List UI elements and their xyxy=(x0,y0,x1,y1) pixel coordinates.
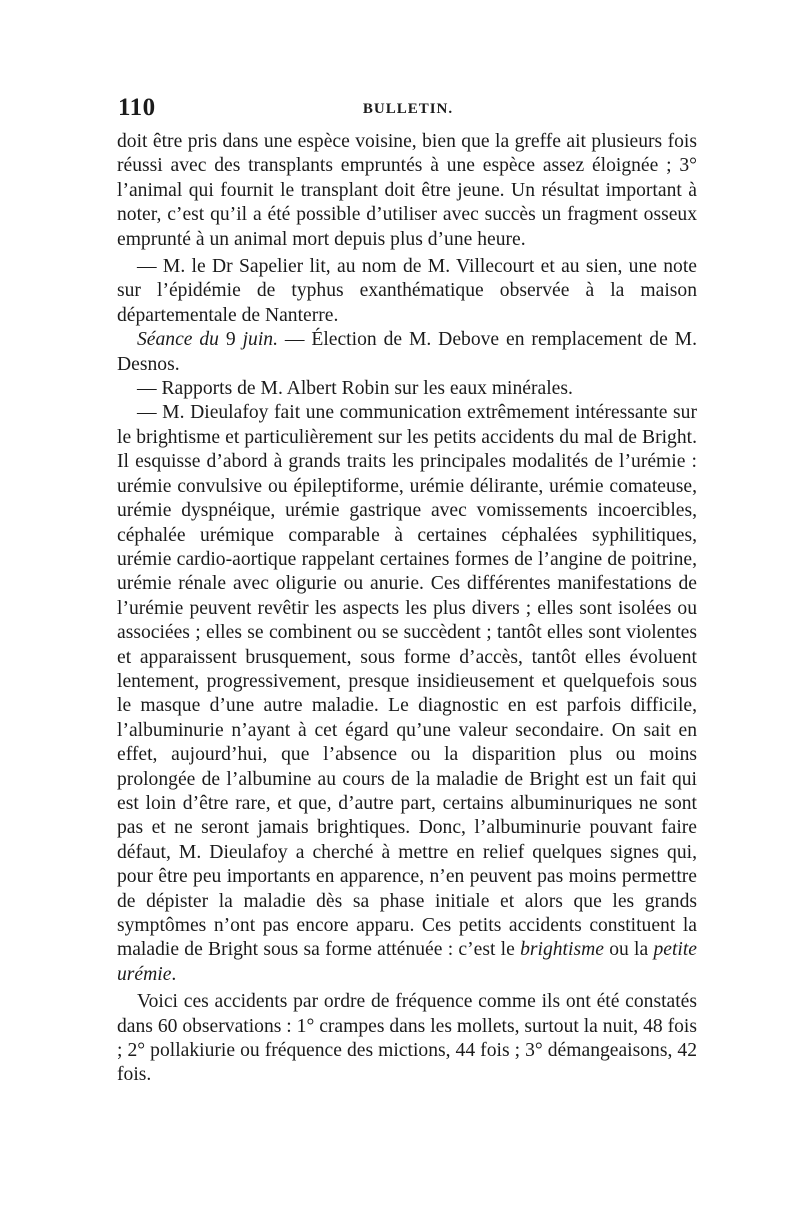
dieulafoy-text: — M. Dieulafoy fait une communication extrêmement intéressante sur le brightisme et particulièrement sur les petits accidents du mal de Bright. Il esquisse d’abord à grands traits les principales modalités de l’urémie : urémie convulsive ou épileptiforme, urémie délirante, urémie comateuse, urémie dyspnéique, urémie gastrique avec vomissements incoercibles, céphalée urémique comparable à certaines céphalées syphilitiques, urémie cardio-aortique rappelant certaines formes de l’angine de poitrine, urémie rénale avec oligurie ou anurie. Ces différentes manifestations de l’urémie peuvent revêtir les aspects les plus divers ; elles sont isolées ou associées ; elles se combinent ou se succèdent ; tantôt elles sont violentes et apparaissent brusquement, sous forme d’accès, tantôt elles évoluent lentement, progressivement, presque insidieusement et quelquefois sous le masque d’une autre maladie. Le diagnostic en est parfois difficile, l’albuminurie n’ayant à cet égard qu’une valeur secondaire. On sait en effet, aujourd’hui, que l’absence ou la disparition plus ou moins prolongée de l’albumine au cours de la maladie de Bright est un fait qui est loin d’être rare, et que, d’autre part, certains albuminuriques ne sont pas et ne seront jamais brightiques. Donc, l’albuminurie pouvant faire défaut, M. Dieulafoy a cherché à mettre en relief quelques signes qui, pour être peu importants en apparence, n’en peuvent pas moins permettre de dépister la maladie dès sa phase initiale et alors que les grands symptômes n’ont pas encore apparu. Ces petits accidents constituent la maladie de Bright sous sa forme atténuée : c’est le xyxy=(117,402,697,961)
seance-number: 9 xyxy=(218,329,243,351)
body-text xyxy=(117,130,697,1088)
term-brightisme: brightisme xyxy=(520,939,604,961)
paragraph-seance-9-juin xyxy=(117,328,697,377)
seance-month: juin. xyxy=(242,329,278,351)
page-header xyxy=(118,94,698,124)
term-petite-uremie: petite urémie xyxy=(117,939,698,985)
term-joiner: ou la xyxy=(603,939,654,961)
running-head: BULLETIN. xyxy=(362,101,454,117)
paragraph-sapelier-typhus: — M. le Dr Sapelier lit, au nom de M. Villecourt et au sien, une note sur l’épidémie de typhus exanthématique observée à la maison départementale de Nanterre. xyxy=(117,256,697,326)
paragraph-rapports-robin: — Rapports de M. Albert Robin sur les eaux minérales. xyxy=(137,378,573,400)
paragraph-greffe-continued: doit être pris dans une espèce voisine, bien que la greffe ait plusieurs fois réussi avec des transplants empruntés à une espèce assez éloignée ; 3° l’animal qui fournit le transplant doit être jeune. Un résultat important à noter, c’est qu’il a été possible d’utiliser avec succès un fragment osseux emprunté à un animal mort depuis plus d’une heure. xyxy=(117,131,697,250)
page-number: 110 xyxy=(118,94,156,121)
seance-label: Séance du xyxy=(137,329,219,351)
paragraph-end: . xyxy=(171,963,177,985)
paragraph-dieulafoy-brightisme xyxy=(117,401,697,987)
paragraph-accidents-frequence: Voici ces accidents par ordre de fréquence comme ils ont été constatés dans 60 observations : 1° crampes dans les mollets, surtout la nuit, 48 fois ; 2° pollakiurie ou fréquence des mictions, 44 fois ; 3° démangeaisons, 42 fois. xyxy=(117,991,697,1086)
seance-text: — Élection de M. Debove en remplacement de M. Desnos. xyxy=(117,329,698,375)
